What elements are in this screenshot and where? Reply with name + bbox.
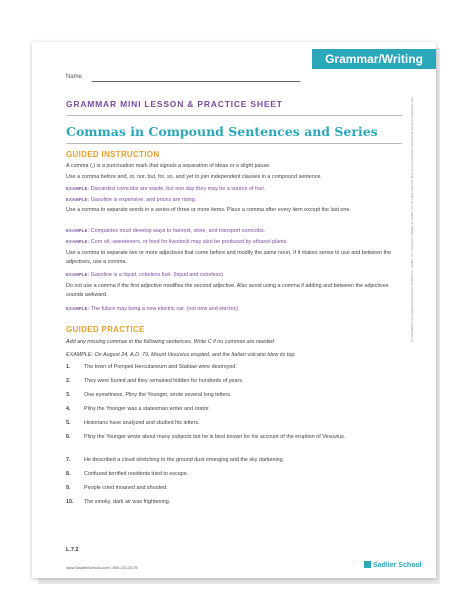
practice-example: EXAMPLE: On August 24, A.D. 79, Mount Vesuvius erupted, and the Italian volcano blew its top.	[66, 352, 296, 358]
logo-icon	[364, 561, 371, 568]
category-tag: Grammar/Writing	[312, 49, 436, 69]
example-line: EXAMPLE: Corn oil, sweeteners, or feed for livestock may also be produced by ethanol plants	[66, 239, 287, 245]
practice-item: 4. Pliny the Younger was a statesman writer and orator.	[66, 406, 210, 412]
name-label: Name	[66, 74, 83, 80]
instruction-paragraph: Do not use a comma if the first adjective modifies the second adjective. Also avoid using a comma if adding and between the adjectives sounds awkward.	[66, 283, 389, 298]
divider	[66, 115, 402, 116]
example-line: EXAMPLE: The future may bring a new electric car. (not new and electric)	[66, 306, 239, 312]
instruction-paragraph: Use a comma before and, or, nor, but, for, so, and yet to join independent clauses in a compound sentence.	[66, 174, 322, 180]
standard-code: L.7.2	[66, 547, 79, 553]
instruction-paragraph: Use a comma to separate words in a series of three or more items. Place a comma after every item except the last one.	[66, 207, 351, 213]
sadlier-logo: Sadlier School	[364, 561, 422, 569]
worksheet-page	[32, 42, 436, 578]
example-line: EXAMPLE: Gasoline is expensive, and prices are rising.	[66, 197, 197, 203]
example-line: EXAMPLE: Companies must develop ways to harvest, store, and transport corncobs.	[66, 228, 266, 234]
example-line: EXAMPLE: Gasoline is a liquid, colorless fuel. (liquid and colorless)	[66, 272, 223, 278]
section-heading-instruction: GUIDED INSTRUCTION	[66, 150, 160, 159]
practice-item: 6. Pliny the Younger wrote about many subjects but he is best known for his account of the eruption of Vesuvius.	[66, 434, 346, 440]
footer-contact: www.SadlierSchool.com • 800-221-5175	[66, 565, 138, 570]
practice-item: 5. Historians have analyzed and studied his letters.	[66, 420, 200, 426]
practice-item: 8. Confused terrified residents tried to escape.	[66, 471, 189, 477]
copyright-notice: ® and Sadlier® are registered trademarks of William H. Sadlier, Inc. Copyright © William H. Sadlier, Inc. All rights reserved. May be reproduced for educational use (not commercial use).	[410, 96, 414, 342]
instruction-paragraph: Use a comma to separate two or more adjectives that come before and modify the same noun. If it makes sense to use and between the adjectives, use a comma.	[66, 250, 392, 265]
instruction-paragraph: A comma (,) is a punctuation mark that signals a separation of ideas or a slight pause.	[66, 163, 271, 169]
practice-item: 10. The smoky, dark air was frightening.	[66, 499, 171, 505]
example-line: EXAMPLE: Discarded corncobs are waste, but one day they may be a source of fuel.	[66, 186, 266, 192]
practice-item: 2. They were buried and they remained hidden for hundreds of years.	[66, 378, 244, 384]
practice-item: 1. The town of Pompeii Herculaneum and Stabiae were destroyed.	[66, 364, 237, 370]
practice-instructions: Add any missing commas in the following sentences. Write C if no commas are needed	[66, 339, 274, 345]
name-line	[92, 81, 300, 82]
practice-item: 9. People cried moaned and shouted.	[66, 485, 168, 491]
practice-item: 3. One eyewitness, Pliny the Younger, wrote several long letters.	[66, 392, 232, 398]
divider	[66, 143, 402, 144]
series-heading: GRAMMAR MINI LESSON & PRACTICE SHEET	[66, 99, 283, 109]
section-heading-practice: GUIDED PRACTICE	[66, 325, 145, 334]
page-title: Commas in Compound Sentences and Series	[66, 124, 378, 139]
practice-item: 7. He described a cloud stretching to the ground dust emerging and the sky darkening.	[66, 457, 285, 463]
